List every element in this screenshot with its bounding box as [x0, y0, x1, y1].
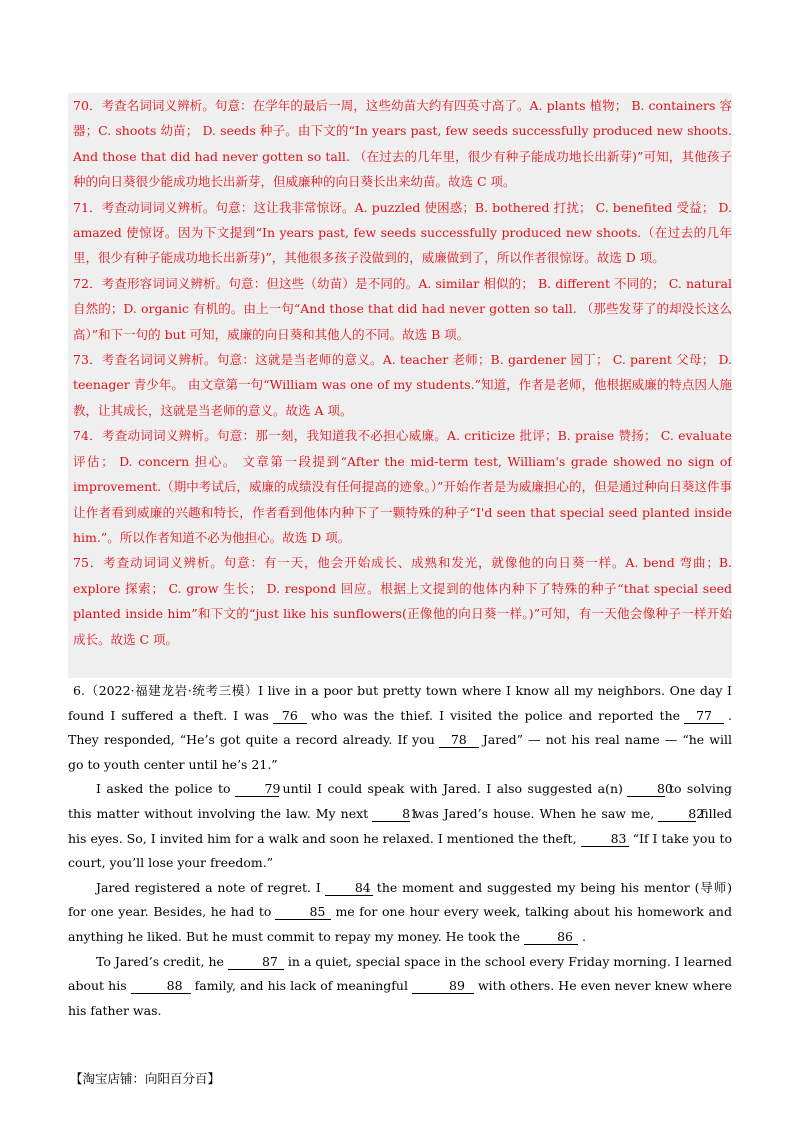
answer-72: 72．考查形容词词义辨析。句意：但这些（幼苗）是不同的。A. similar 相似的； B. different 不同的； C. natural 自然的；D. organic 有机的。由上一句“And those that did had never gotten so tall. （那些发芽了的却没长这么高）”和下一句的 but 可知，威廉的向日葵和其他人的不同。故选 B 项。	[73, 275, 732, 342]
passage-text: To Jared’s credit, he	[96, 953, 224, 969]
blank-89: 89	[412, 978, 474, 994]
passage-text: I asked the police to	[96, 781, 231, 797]
passage-text: in a quiet, special space in the school every Friday morning. I learned about his	[68, 953, 733, 994]
passage-text: Jared registered a note of regret. I	[96, 879, 321, 895]
blank-76: 76	[273, 708, 307, 724]
passage-text: .	[582, 928, 586, 944]
passage-paragraph-4	[68, 950, 732, 1024]
passage-text: to solving this matter without involving the law. My next	[68, 781, 732, 821]
answer-75: 75．考查动词词义辨析。句意：有一天，他会开始成长、成熟和发光，就像他的向日葵一样。A. bend 弯曲；B. explore 探索； C. grow 生长； D. respond 回应。根据上文提到的他体内种下了特殊的种子“that special seed planted inside him”和下文的“just like his sunflowers(正像他的向日葵一样。)”可知，有一天他会像种子一样开始成长。故选 C 项。	[73, 555, 732, 647]
passage-text: until I could speak with Jared. I also suggested a(n)	[282, 781, 623, 797]
question-text: 6.（2022·福建龙岩·统考三模）I live in a poor but pretty town where I know all my neighbors. One day I found I suffered a theft. I was	[68, 683, 732, 723]
passage-text: filled his eyes. So, I invited him for a walk and soon he relaxed. I mentioned the theft,	[68, 805, 732, 846]
blank-77: 77	[684, 708, 724, 724]
blank-87: 87	[228, 954, 284, 970]
passage-text: . They responded, “He’s got quite a record already. If you	[68, 707, 733, 748]
answer-explanations	[68, 93, 732, 678]
passage-text: family, and his lack of meaningful	[194, 978, 408, 994]
cloze-passage	[68, 679, 732, 1023]
passage-paragraph-1	[68, 679, 732, 777]
passage-paragraph-2	[68, 777, 732, 875]
blank-79: 79	[235, 781, 279, 797]
passage-text: who was the thief. I visited the police and reported the	[310, 707, 681, 723]
blank-85: 85	[275, 904, 331, 920]
blank-78: 78	[439, 732, 479, 748]
page-footer: 【淘宝店铺：向阳百分百】	[70, 1071, 221, 1086]
blank-82: 82	[658, 806, 696, 822]
passage-text: me for one hour every week, talking about his homework and anything he liked. But he must commit to repay my money. He took the	[68, 904, 732, 944]
passage-text: with others. He even never knew where his father was.	[68, 978, 732, 1018]
blank-81: 81	[372, 806, 410, 822]
blank-86: 86	[524, 929, 578, 945]
passage-text: Jared” — not his real name — “he will go to youth center until he’s 21.”	[68, 732, 732, 772]
answer-70: 70．考查名词词义辨析。句意：在学年的最后一周，这些幼苗大约有四英寸高了。A. plants 植物； B. containers 容器；C. shoots 幼苗； D. seeds 种子。由下文的“In years past, few seeds successfully produced new shoots. And those that did had never gotten so tall. （在过去的几年里，很少有种子能成功地长出新芽)”可知，其他孩子种的向日葵很少能成功地长出新芽，但威廉种的向日葵长出来幼苗。故选 C 项。	[73, 98, 732, 190]
passage-text: “If I take you to court, you’ll lose your freedom.”	[68, 830, 732, 871]
blank-84: 84	[325, 880, 373, 896]
passage-paragraph-3	[68, 876, 732, 950]
passage-text: the moment and suggested my being his mentor (导师) for one year. Besides, he had to	[68, 879, 732, 920]
answer-74: 74．考查动词词义辨析。句意：那一刻，我知道我不必担心威廉。A. criticize 批评；B. praise 赞扬； C. evaluate 评估； D. concern 担心。 文章第一段提到“After the mid-term test, William's grade showed no sign of improvement.（期中考试后，威廉的成绩没有任何提高的迹象。）”开始作者是为威廉担心的，但是通过种向日葵这件事让作者看到威廉的兴趣和特长，作者看到他体内种下了一颗特殊的种子“I'd seen that special seed planted inside him.”。所以作者知道不必为他担心。故选 D 项。	[73, 428, 732, 545]
blank-83: 83	[581, 831, 629, 847]
passage-text: was Jared’s house. When he saw me,	[414, 805, 655, 821]
answer-71: 71．考查动词词义辨析。句意：这让我非常惊讶。A. puzzled 使困惑；B. bothered 打扰； C. benefited 受益； D. amazed 使惊讶。因为下文提到“In years past, few seeds successfully produced new shoots.（在过去的几年里，很少有种子能成功地长出新芽)”，其他很多孩子没做到的，威廉做到了，所以作者很惊讶。故选 D 项。	[73, 199, 732, 266]
answer-73: 73．考查名词词义辨析。句意：这就是当老师的意义。A. teacher 老师；B. gardener 园丁； C. parent 父母； D. teenager 青少年。 由文章第一句“William was one of my students.”知道，作者是老师，他根据威廉的特点因人施教，让其成长，这就是当老师的意义。故选 A 项。	[73, 352, 732, 418]
blank-88: 88	[131, 978, 191, 994]
blank-80: 80	[627, 781, 665, 797]
